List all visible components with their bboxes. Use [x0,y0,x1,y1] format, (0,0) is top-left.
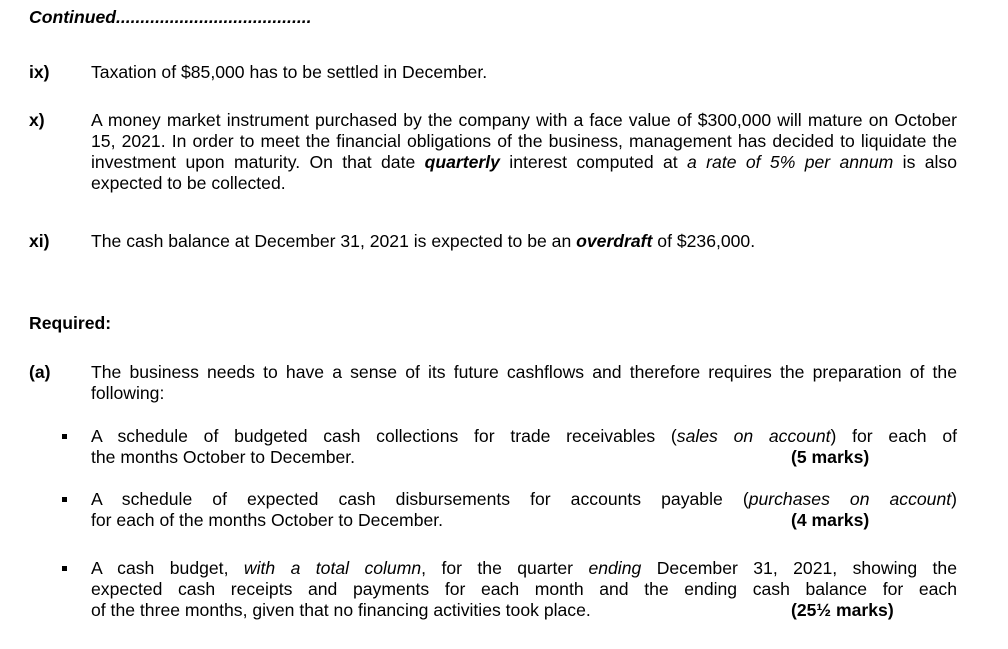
emphasis-rate: a rate of 5% per annum [687,152,894,172]
part-number: (a) [29,362,51,382]
item-text: A money market instrument purchased by the company with a face value of $300,000 will mature on October 15, 2021. In order to meet the financial obligations of the business, management has decided to liquidate the investment upon maturity. On that date quarterly interest computed at a rate of 5% per annum is also expected to be collected. [91,110,958,193]
bullet-text: A schedule of budgeted cash collections for trade receivables (sales on account) for each of the months October to December. (5 marks) [91,426,957,467]
continued-heading: Continued........................................ [29,7,312,27]
item-number: x) [29,110,45,130]
item-number: ix) [29,62,50,82]
item-text: The cash balance at December 31, 2021 is expected to be an overdraft of $236,000. [91,231,756,251]
bullet-icon [62,434,67,439]
bullet-icon [62,566,67,571]
emphasis-overdraft: overdraft [576,231,653,251]
part-text: The business needs to have a sense of its future cashflows and therefore requires the preparation of the following: [91,362,957,403]
item-number: xi) [29,231,50,251]
item-text: Taxation of $85,000 has to be settled in December. [91,62,488,82]
required-heading: Required: [29,313,112,333]
marks-label: (25½ marks) [791,600,894,620]
bullet-text: A cash budget, with a total column, for the quarter ending December 31, 2021, showing the expected cash receipts and payments for each month and the ending cash balance for each of the three months, given that no financing activities took place. (25½ marks) [91,558,957,620]
emphasis-quarterly: quarterly [424,152,500,172]
bullet-icon [62,497,67,502]
bullet-text: A schedule of expected cash disbursements for accounts payable (purchases on account) for each of the months October to December. (4 marks) [91,489,957,530]
marks-label: (5 marks) [791,447,870,467]
marks-label: (4 marks) [791,510,870,530]
